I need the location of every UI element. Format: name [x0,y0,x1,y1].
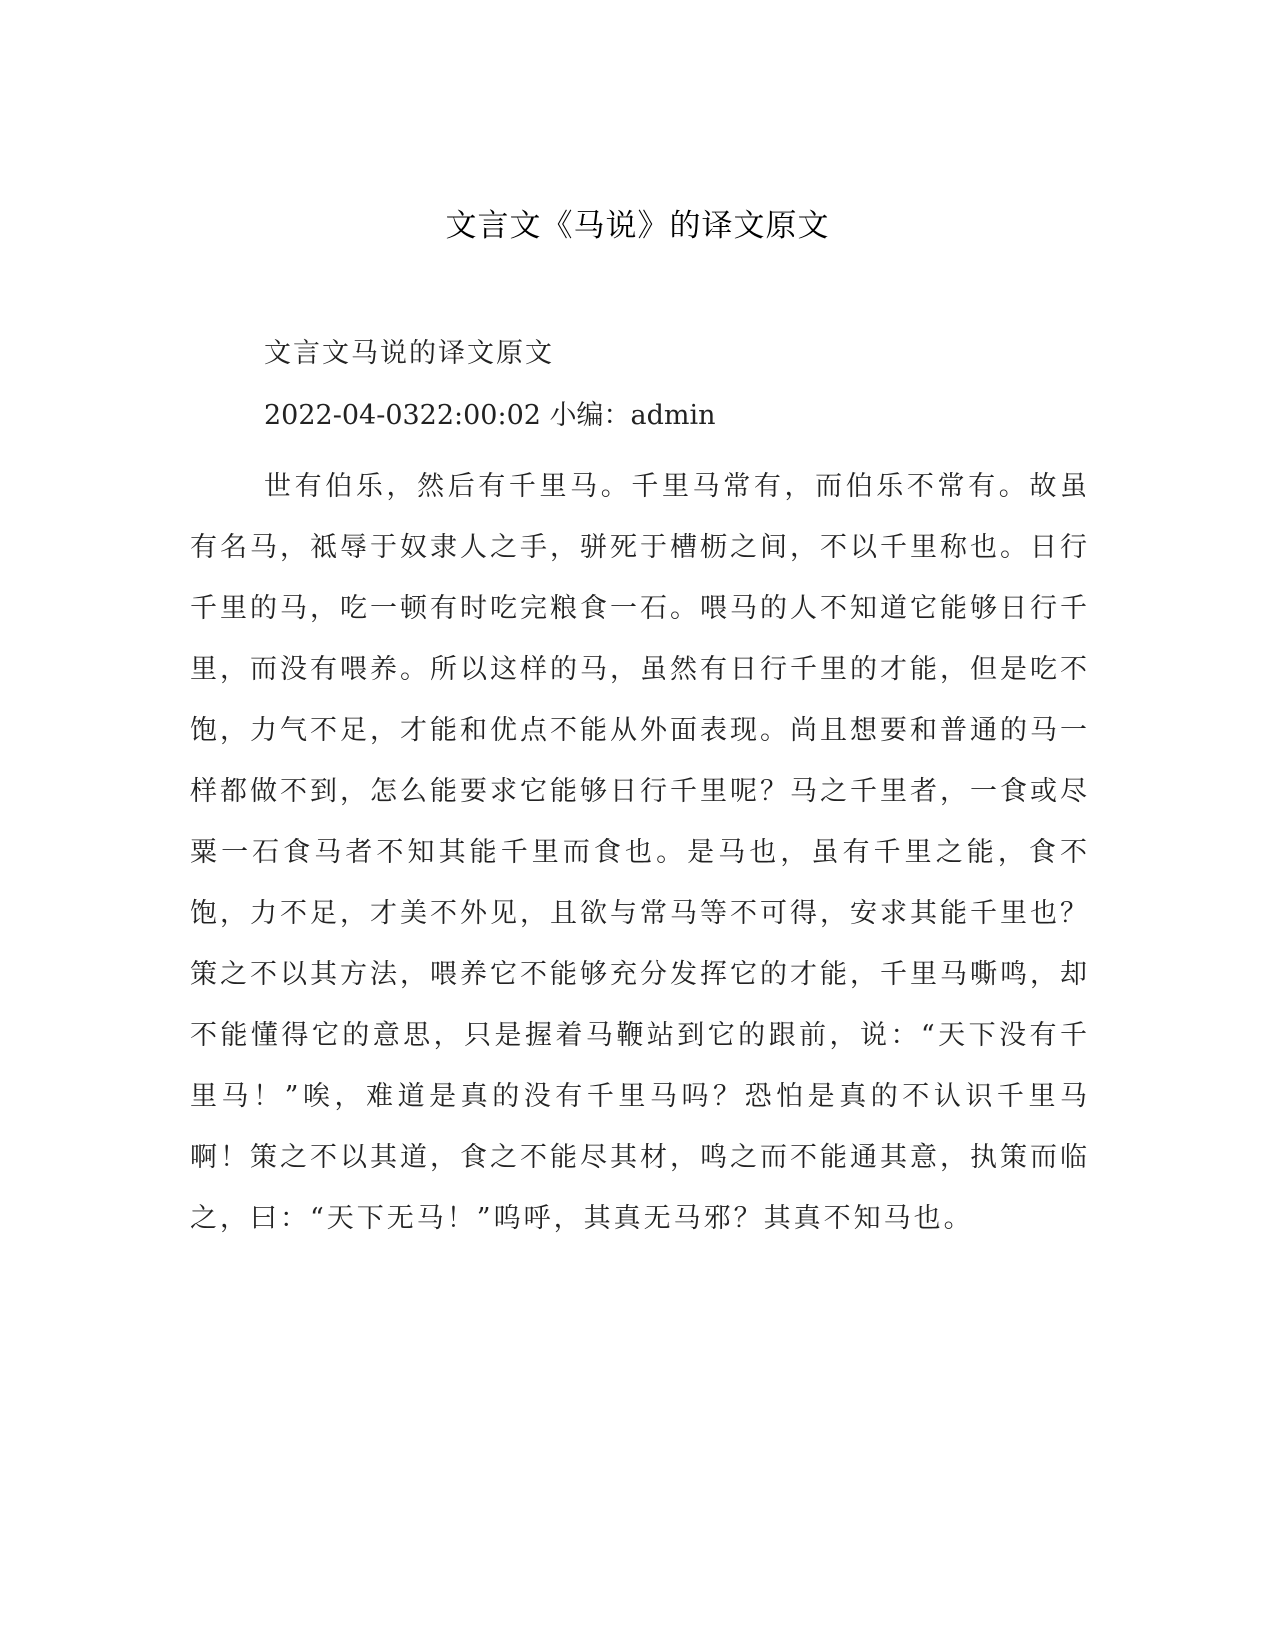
document-subtitle: 文言文马说的译文原文 [264,338,554,369]
document-title: 文言文《马说》的译文原文 [445,208,830,244]
publish-meta: 2022-04-0322:00:02 小编：admin [264,400,716,431]
body-paragraph: 世有伯乐，然后有千里马。千里马常有，而伯乐不常有。故虽有名马，祗辱于奴隶人之手，骈死于槽枥之间，不以千里称也。日行千里的马，吃一顿有时吃完粮食一石。喂马的人不知道它能够日行千里，而没有喂养。所以这样的马，虽然有日行千里的才能，但是吃不饱，力气不足，才能和优点不能从外面表现。尚且想要和普通的马一样都做不到，怎么能要求它能够日行千里呢？马之千里者，一食或尽粟一石食马者不知其能千里而食也。是马也，虽有千里之能，食不饱，力不足，才美不外见，且欲与常马等不可得，安求其能千里也？策之不以其方法，喂养它不能够充分发挥它的才能，千里马嘶鸣，却不能懂得它的意思，只是握着马鞭站到它的跟前，说：“天下没有千里马！”唉，难道是真的没有千里马吗？恐怕是真的不认识千里马啊！策之不以其道，食之不能尽其材，鸣之而不能通其意，执策而临之，曰：“天下无马！”呜呼，其真无马邪？其真不知马也。 [190,471,1090,1234]
